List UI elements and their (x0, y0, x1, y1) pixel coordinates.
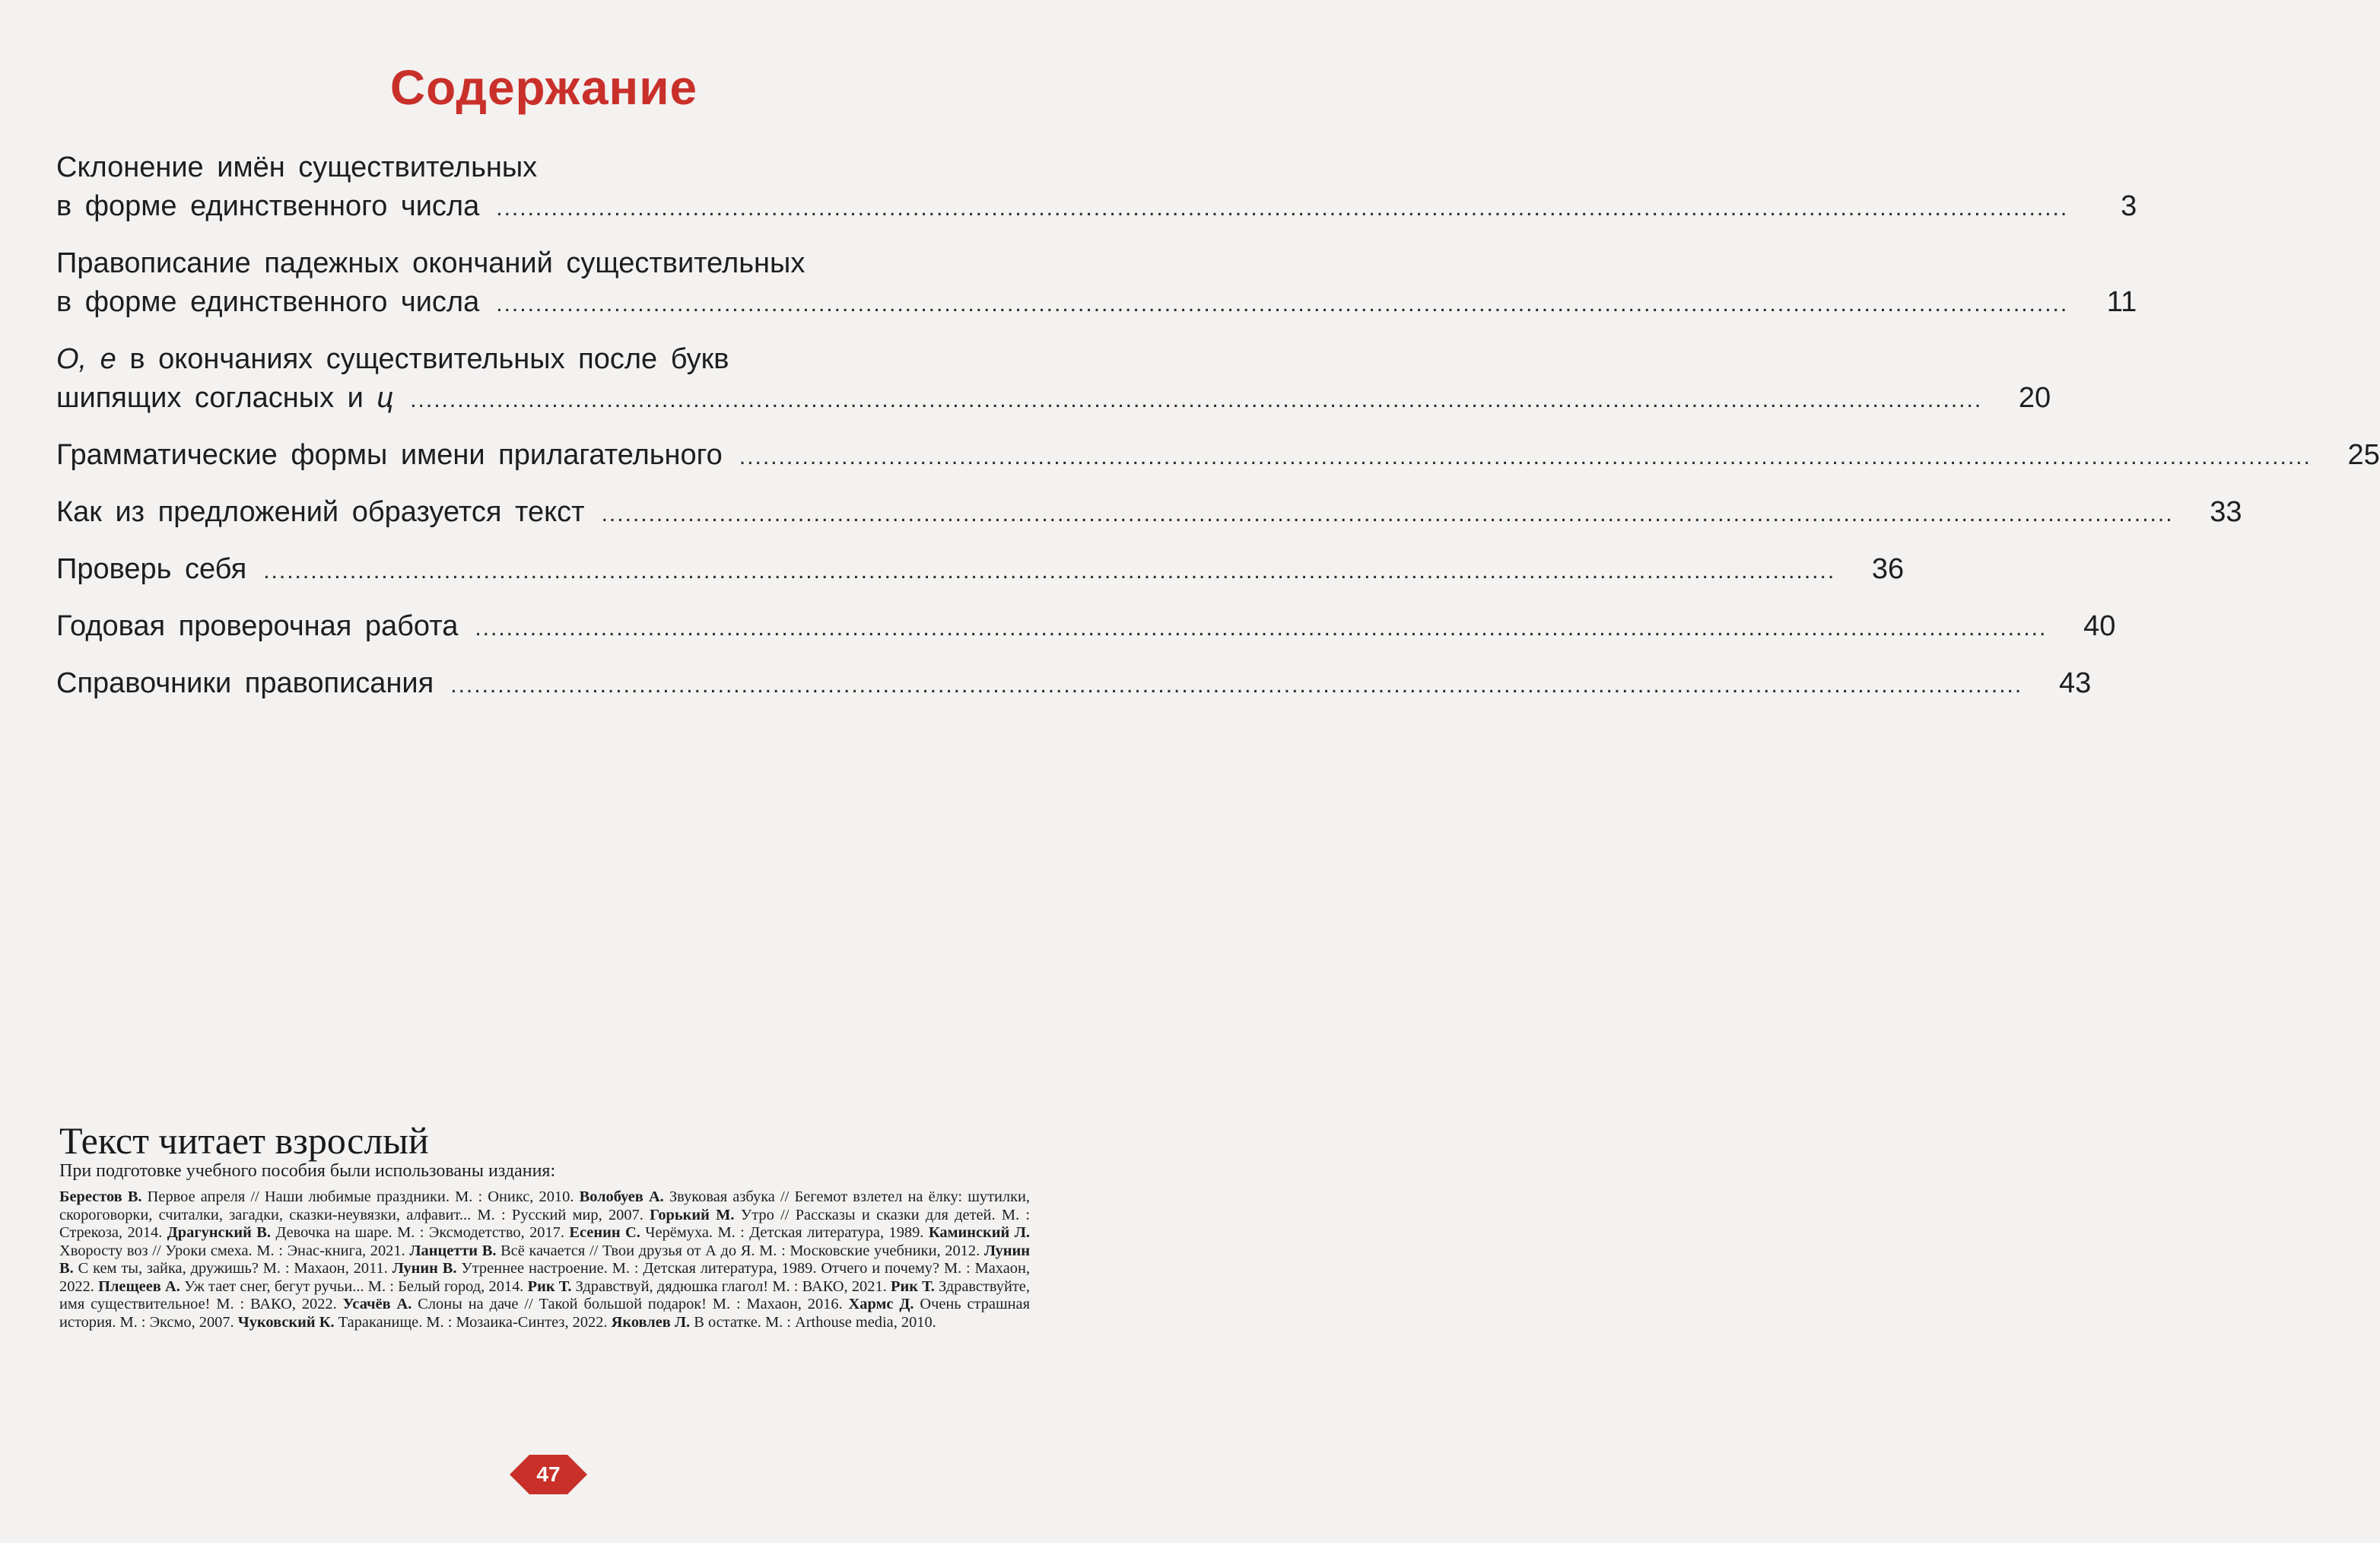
toc-entry (56, 148, 2137, 227)
toc-entry-title-line: в форме единственного числа (56, 190, 480, 222)
source-author: Волобуев А. (579, 1188, 664, 1205)
source-text: Хворосту воз // Уроки смеха. М. : Энас-книга, 2021. (59, 1242, 410, 1259)
leader-dots: ........................................................................................................................................................................................................ (263, 558, 1836, 584)
italic-letters: О, е (56, 343, 116, 375)
source-author: Лунин В. (392, 1260, 457, 1277)
title-rest: в окончаниях существительных после букв (116, 343, 729, 375)
toc-entry-last-line (56, 664, 2092, 705)
toc-entry-last-line (56, 607, 2116, 647)
toc-entry-title-line: в форме единственного числа (56, 286, 480, 318)
toc-entry-title-line: Грамматические формы имени прилагательного (56, 439, 723, 471)
source-text: Слоны на даче // Такой большой подарок! М. : Махаон, 2016. (411, 1296, 849, 1312)
page-number: 47 (536, 1462, 561, 1486)
toc-page-number: 11 (2106, 286, 2137, 318)
toc-page-number: 40 (2083, 610, 2116, 642)
leader-dots: ........................................................................................................................................................................................................ (496, 196, 2069, 221)
source-author: Чуковский К. (237, 1313, 335, 1331)
source-author: Яковлев Л. (611, 1313, 691, 1331)
source-author: Ланцетти В. (409, 1242, 497, 1259)
toc-entry (56, 550, 1905, 590)
toc-entry (56, 340, 2051, 419)
leader-dots: ........................................................................................................................................................................................................ (496, 291, 2069, 317)
toc-entry-last-line (56, 283, 2137, 323)
toc-entry-title-line: Склонение имён существительных (56, 151, 538, 183)
toc-page-number: 20 (2018, 382, 2051, 414)
toc-entry-title-line: Как из предложений образуется текст (56, 496, 585, 528)
toc-entry-title-line: Проверь себя (56, 553, 247, 585)
source-author: Рик Т. (527, 1277, 572, 1295)
leader-dots: ........................................................................................................................................................................................................ (475, 616, 2048, 641)
toc-entry-last-line (56, 550, 1905, 590)
toc-page-number: 25 (2347, 439, 2380, 471)
toc-entry-title-line: Справочники правописания (56, 667, 434, 699)
toc-page-number: 33 (2210, 496, 2242, 528)
toc-page-number: 36 (1871, 553, 1905, 585)
source-text: Здравствуйте, имя существительное! М. : ВАКО, 2022. (59, 1277, 1030, 1312)
source-author: Есенин С. (569, 1224, 640, 1241)
source-text: С кем ты, зайка, дружишь? М. : Махаон, 2011. (73, 1260, 392, 1277)
toc-page-number: 3 (2121, 190, 2137, 222)
toc-entry-title-line: Годовая проверочная работа (56, 610, 459, 642)
title-rest: шипящих согласных и (56, 382, 377, 414)
source-author: Лунин В. (59, 1242, 1030, 1277)
toc-entry-last-line (56, 379, 2051, 419)
toc-entry-title-line: Правописание падежных окончаний существительных (56, 247, 806, 279)
source-text: В остатке. М. : Arthouse media, 2010. (690, 1313, 936, 1331)
table-of-contents (56, 148, 2380, 721)
source-text: Утреннее настроение. М. : Детская литература, 1989. Отчего и почему? М. : Махаон, 2022. (59, 1260, 1030, 1295)
source-text: Звуковая азбука // Бегемот взлетел на ёлку: шутилки, скороговорки, считалки, загадки, сказки-неувязки, алфавит... М. : Русский мир, 2007. (59, 1188, 1031, 1223)
source-author: Каминский Л. (928, 1224, 1030, 1241)
source-author: Рик Т. (890, 1277, 935, 1295)
source-author: Горький М. (650, 1206, 735, 1223)
source-text: Здравствуй, дядюшка глагол! М. : ВАКО, 2021. (571, 1277, 891, 1295)
toc-entry (56, 664, 2092, 705)
source-text: Утро // Рассказы и сказки для детей. М. : Стрекоза, 2014. (59, 1206, 1031, 1241)
toc-entry-last-line (56, 493, 2242, 533)
toc-entry (56, 436, 2380, 476)
source-text: Всё качается // Твои друзья от А до Я. М. : Московские учебники, 2012. (496, 1242, 984, 1259)
toc-entry (56, 244, 2137, 323)
source-author: Плещеев А. (98, 1277, 180, 1295)
toc-page-number: 43 (2058, 667, 2092, 699)
source-author: Усачёв А. (342, 1296, 412, 1312)
source-author: Берестов В. (59, 1188, 142, 1205)
sources-intro: При подготовке учебного пособия были использованы издания: (59, 1161, 556, 1181)
toc-entry-last-line (56, 436, 2380, 476)
toc-entry (56, 607, 2116, 647)
page-number-badge (510, 1455, 587, 1494)
source-text: Девочка на шаре. М. : Эксмодетство, 2017. (271, 1224, 570, 1241)
toc-entry (56, 493, 2242, 533)
page-title: Содержание (389, 60, 698, 115)
italic-letters: ц (377, 382, 394, 414)
leader-dots: ........................................................................................................................................................................................................ (739, 444, 2312, 469)
source-author: Драгунский В. (167, 1224, 271, 1241)
leader-dots: ........................................................................................................................................................................................................ (410, 387, 1983, 412)
toc-entry-title-line (56, 340, 1034, 379)
source-text: Уж тает снег, бегут ручьи... М. : Белый город, 2014. (180, 1277, 528, 1295)
source-author: Хармс Д. (848, 1296, 914, 1312)
leader-dots: ........................................................................................................................................................................................................ (601, 501, 2174, 527)
reader-heading: Текст читает взрослый (59, 1119, 429, 1162)
source-text: Тараканище. М. : Мозаика-Синтез, 2022. (334, 1313, 612, 1331)
sources-list (59, 1188, 1030, 1331)
source-text: Черёмуха. М. : Детская литература, 1989. (640, 1224, 929, 1241)
toc-entry-last-line (56, 187, 2137, 227)
source-text: Очень страшная история. М. : Эксмо, 2007. (59, 1296, 1030, 1331)
toc-entry-title-line (56, 379, 393, 418)
source-text: Первое апреля // Наши любимые праздники. М. : Оникс, 2010. (141, 1188, 580, 1205)
leader-dots: ........................................................................................................................................................................................................ (450, 673, 2023, 698)
